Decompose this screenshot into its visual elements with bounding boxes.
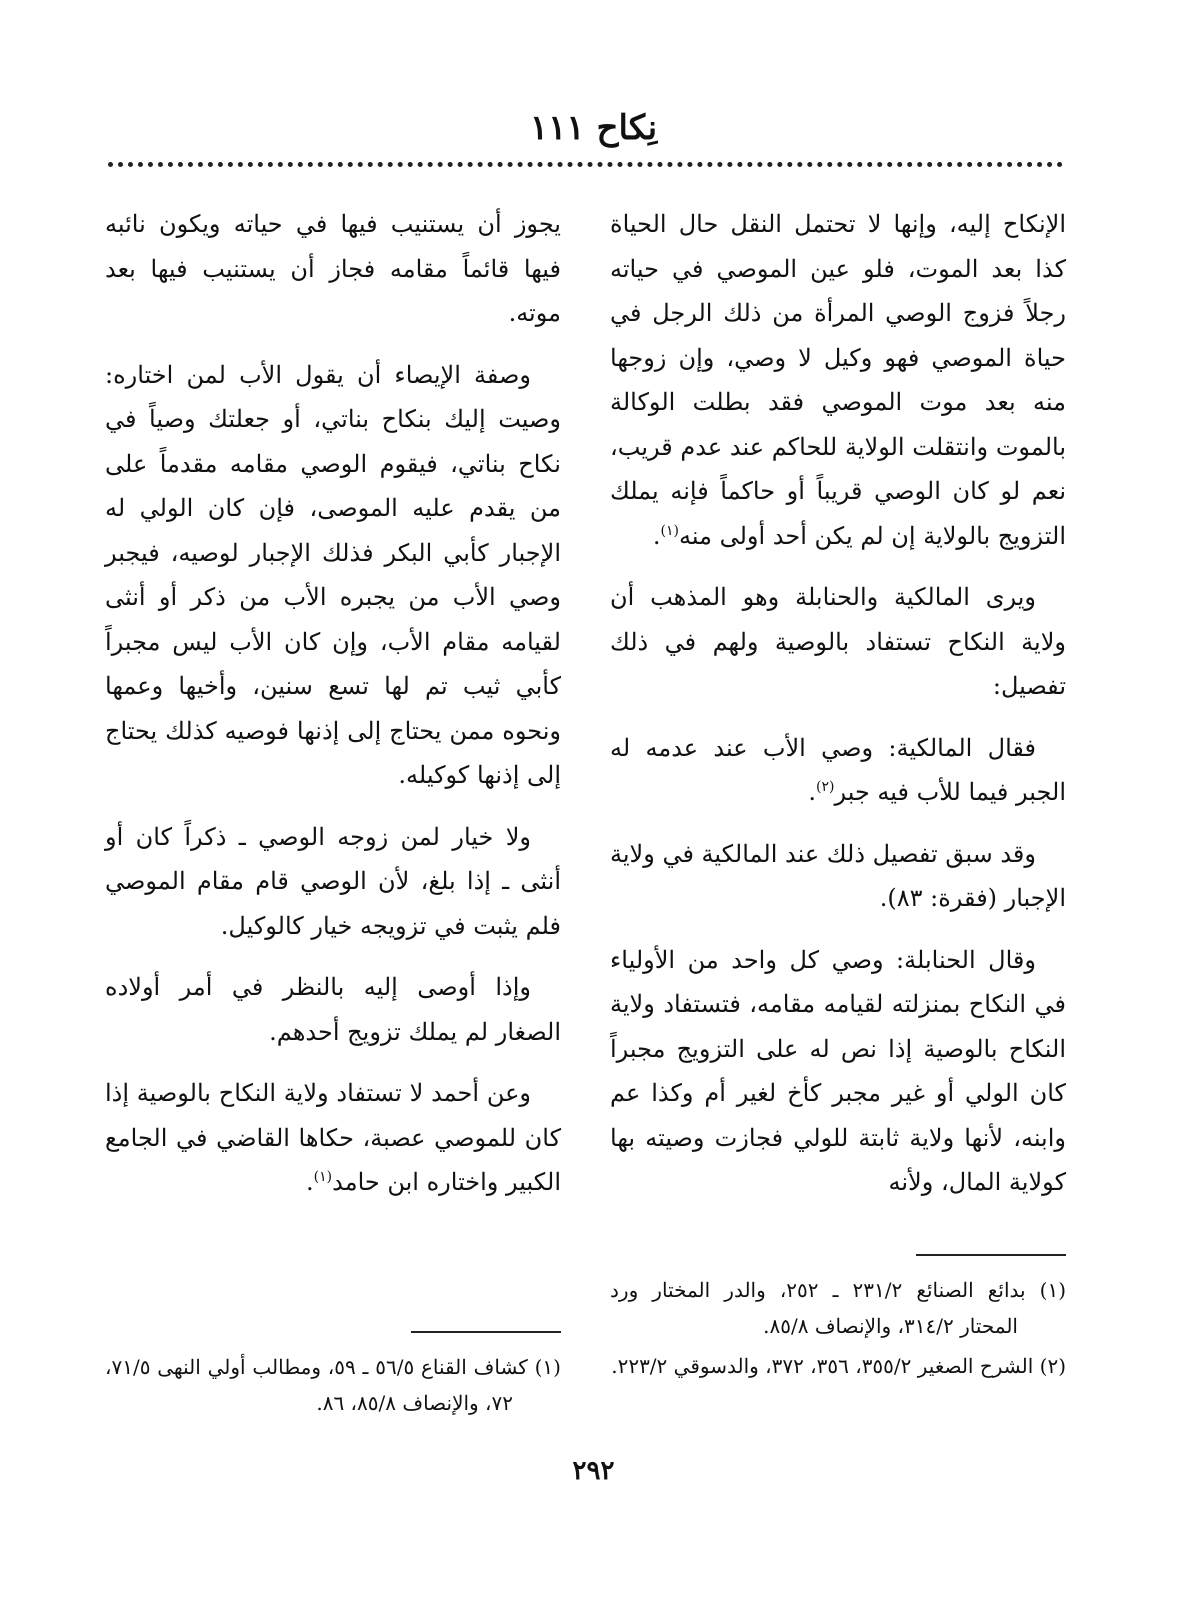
left-paragraph-5: وعن أحمد لا تستفاد ولاية النكاح بالوصية إذا كان للموصي عصبة، حكاها القاضي في الجامع الكبير واختاره ابن حامد$^{(١)}$. <box>105 1079 561 1196</box>
footnote-item: (١) كشاف القناع ٥٦/٥ ـ ٥٩، ومطالب أولي النهى ٧١/٥، ٧٢، والإنصاف ٨٥/٨، ٨٦. <box>105 1355 561 1415</box>
footnote-ref: (٢) <box>816 779 835 795</box>
right-column <box>610 202 1066 1222</box>
footnote-divider <box>916 1254 1066 1256</box>
right-paragraph-3: فقال المالكية: وصي الأب عند عدمه له الجبر فيما للأب فيه جبر$^{(٢)}$. <box>610 733 1066 806</box>
paragraph-text: وعن أحمد لا تستفاد ولاية النكاح بالوصية إذا كان للموصي عصبة، حكاها القاضي في الجامع الكبير واختاره ابن حامد <box>105 1079 561 1196</box>
left-paragraph-3: ولا خيار لمن زوجه الوصي ـ ذكراً كان أو أنثى ـ إذا بلغ، لأن الوصي قام مقام الموصي فلم يثبت في تزويجه خيار كالوكيل. <box>105 822 561 940</box>
footnote-item: (١) بدائع الصنائع ٢٣١/٢ ـ ٢٥٢، والدر المختار ورد المحتار ٣١٤/٢، والإنصاف ٨٥/٨. <box>610 1278 1067 1338</box>
right-paragraph-1: الإنكاح إليه، وإنها لا تحتمل النقل حال الحياة كذا بعد الموت، فلو عين الموصي في حياته رجلاً فزوج الوصي المرأة من ذلك الرجل في حياة الموصي فهو وكيل لا وصي، وإن زوجها منه بعد موت الموصي فقد بطلت الوكالة بالموت وانتقلت الولاية للحاكم عند عدم قريب، نعم لو كان الوصي قريباً أو حاكماً فإنه يملك التزويج بالولاية إن لم يكن أحد أولى منه$^{(١)}$. <box>610 210 1066 550</box>
page-title: نِكاح ١١١ <box>529 108 658 148</box>
right-footnotes <box>610 1254 1066 1388</box>
footnote-divider <box>411 1331 561 1333</box>
right-paragraph-4: وقد سبق تفصيل ذلك عند المالكية في ولاية الإجبار (فقرة: ٨٣). <box>609 839 1066 912</box>
footnote-ref: (١) <box>313 1169 333 1185</box>
left-paragraph-2: وصفة الإيصاء أن يقول الأب لمن اختاره: وصيت إليك بنكاح بناتي، أو جعلتك وصياً في نكاح بناتي، فيقوم الوصي مقامه مقدماً على من يقدم عليه الموصى، فإن كان الولي له الإجبار كأبي البكر فذلك الإجبار لوصيه، فيجبر وصي الأب من يجبره الأب من ذكر أو أنثى لقيامه مقام الأب، وإن كان الأب ليس مجبراً كأبي ثيب تم لها تسع سنين، وأخيها وعمها ونحوه ممن يحتاج إلى إذنها فوصيه كذلك يحتاج إلى إذنها كوكيله. <box>105 360 562 789</box>
header-dotted-divider <box>108 162 1063 167</box>
left-footnotes <box>105 1331 561 1425</box>
left-paragraph-4: وإذا أوصى إليه بالنظر في أمر أولاده الصغار لم يملك تزويج أحدهم. <box>105 973 561 1046</box>
paragraph-text: الإنكاح إليه، وإنها لا تحتمل النقل حال الحياة كذا بعد الموت، فلو عين الموصي في حياته رجلاً فزوج الوصي المرأة من ذلك الرجل في حياة الموصي فهو وكيل لا وصي، وإن زوجها منه بعد موت الموصي فقد بطلت الوكالة بالموت وانتقلت الولاية للحاكم عند عدم قريب، نعم لو كان الوصي قريباً أو حاكماً فإنه يملك التزويج بالولاية إن لم يكن أحد أولى منه <box>610 210 1066 550</box>
left-column <box>105 202 561 1222</box>
footnote-item: (٢) الشرح الصغير ٣٥٥/٢، ٣٥٦، ٣٧٢، والدسوقي ٢٢٣/٢. <box>611 1354 1066 1378</box>
left-paragraph-1: يجوز أن يستنيب فيها في حياته ويكون نائبه فيها قائماً مقامه فجاز أن يستنيب فيها بعد موته. <box>105 210 561 327</box>
footnote-ref: (١) <box>660 522 679 539</box>
right-paragraph-2: ويرى المالكية والحنابلة وهو المذهب أن ولاية النكاح تستفاد بالوصية ولهم في ذلك تفصيل: <box>610 583 1066 700</box>
paragraph-text: فقال المالكية: وصي الأب عند عدمه له الجبر فيما للأب فيه جبر <box>610 733 1066 806</box>
page-number: ٢٩٢ <box>572 1456 615 1486</box>
right-paragraph-5: وقال الحنابلة: وصي كل واحد من الأولياء في النكاح بمنزلته لقيامه مقامه، فتستفاد ولاية النكاح بالوصية إذا نص له على التزويج مجبراً كان الولي أو غير مجبر كأخ لغير أم وكذا عم وابنه، لأنها ولاية ثابتة للولي فجازت وصيته بها كولاية المال، ولأنه <box>610 945 1066 1196</box>
